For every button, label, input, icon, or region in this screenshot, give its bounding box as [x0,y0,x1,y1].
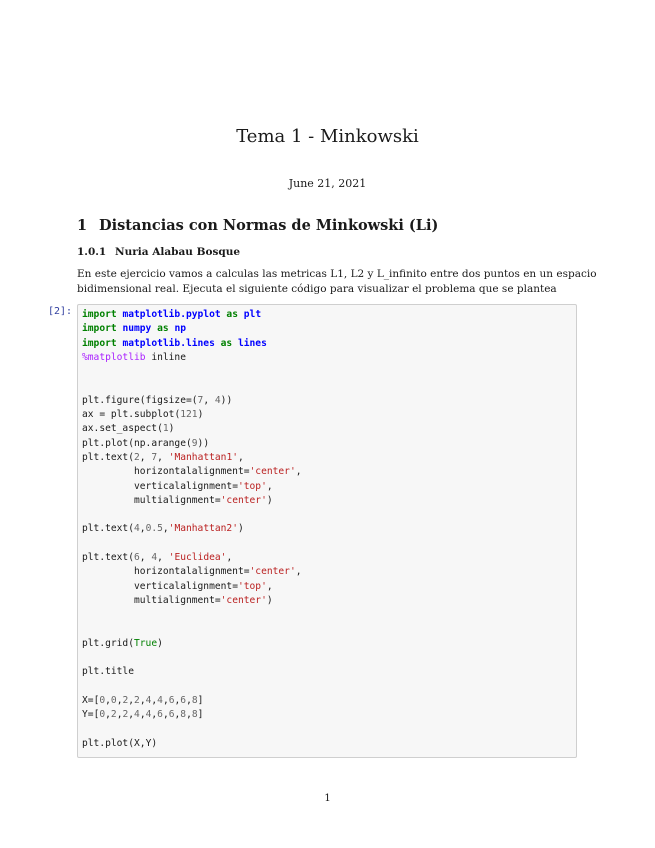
code-cell[interactable] [77,304,577,758]
document-date: June 21, 2021 [288,177,367,190]
code-line: verticalalignment='top', [133,480,273,492]
code-line: X=[0,0,2,2,4,4,6,6,8] [82,695,204,707]
subsubsection-number: 1.0.1 [77,246,107,258]
code-line: plt.text(4,0.5,'Manhattan2') [82,523,244,535]
code-line: plt.plot(X,Y) [82,737,158,749]
code-line: verticalalignment='top', [133,580,273,592]
cell-prompt: [2]: [48,306,73,317]
code-line: plt.plot(np.arange(9)) [82,437,210,449]
section-heading [77,217,438,234]
code-line [82,537,302,551]
code-line: horizontalalignment='center', [133,466,302,478]
subsubsection-title: Nuria Alabau Bosque [115,246,241,258]
code-line: import matplotlib.lines as lines [82,337,267,349]
code-line [82,623,302,637]
code-line [82,365,302,379]
code-line: horizontalalignment='center', [133,566,302,578]
document-title: Tema 1 - Minkowski [236,126,419,147]
code-line: %matplotlib inline [82,351,186,363]
code-line: import matplotlib.pyplot as plt [82,309,262,320]
code-line: plt.grid(True) [82,637,163,649]
code-line: plt.figure(figsize=(7, 4)) [82,394,233,406]
paragraph-line: bidimensional real. Ejecuta el siguiente código para visualizar el problema que se plantea [77,283,557,295]
paragraph-line: En este ejercicio vamos a calculas las metricas L1, L2 y L_infinito entre dos puntos en un espacio [77,268,597,280]
code-line [82,651,302,665]
code-line: plt.text(2, 7, 'Manhattan1', [82,451,244,463]
code-line: ax.set_aspect(1) [82,423,175,435]
code-line: multialignment='center') [133,594,273,606]
section-number: 1 [77,217,88,234]
code-block [82,308,302,751]
code-line [82,379,302,393]
intro-paragraph [77,267,597,297]
code-line: multialignment='center') [133,494,273,506]
subsubsection-heading [77,246,240,258]
section-title: Distancias con Normas de Minkowski (Li) [99,217,439,234]
code-line [82,508,302,522]
code-line: plt.title [82,666,134,678]
code-line [82,723,302,737]
code-line: plt.text(6, 4, 'Euclidea', [82,552,233,564]
code-line: Y=[0,2,2,4,4,6,6,8,8] [82,709,204,721]
code-line [82,680,302,694]
code-line: ax = plt.subplot(121) [82,409,204,421]
page-number: 1 [324,793,331,804]
code-line: import numpy as np [82,323,187,335]
code-line [82,608,302,622]
